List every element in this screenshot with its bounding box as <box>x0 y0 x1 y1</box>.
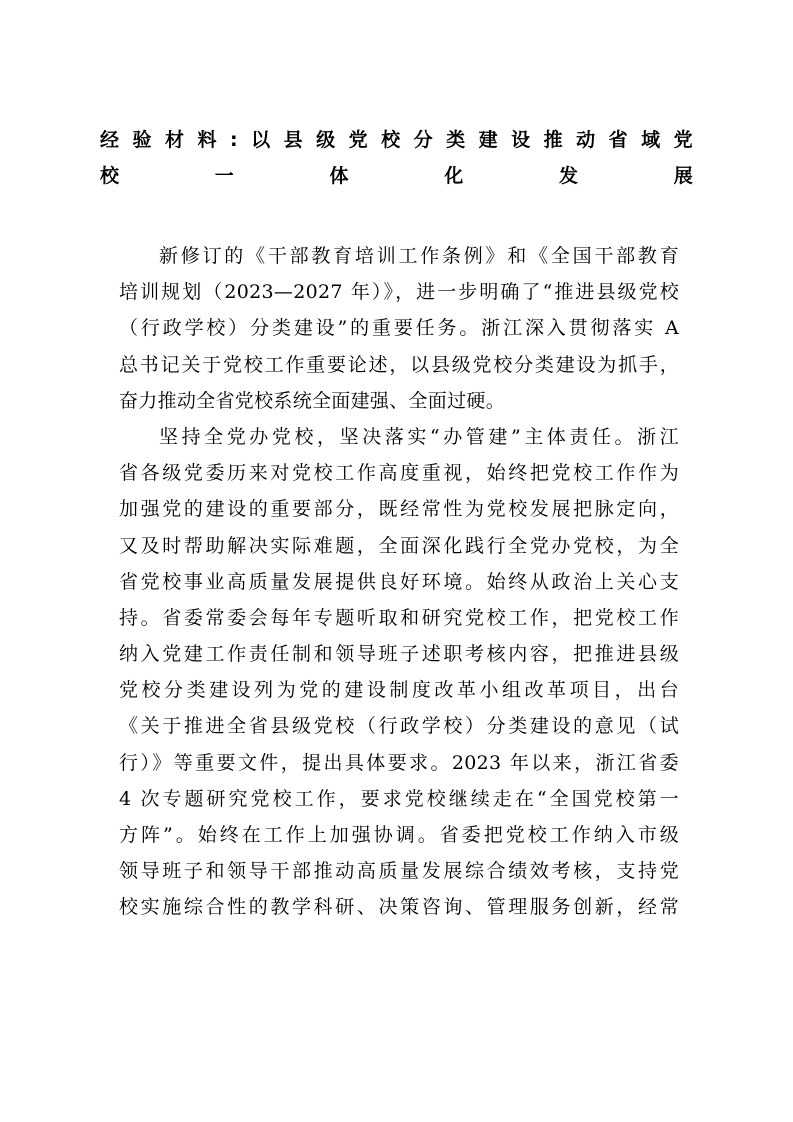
paragraph-1 <box>119 238 679 419</box>
document-title <box>100 122 693 194</box>
text-line: 省党校事业高质量发展提供良好环境。始终从政治上关心支 <box>119 570 679 593</box>
text-line: 领导班子和领导干部推动高质量发展综合绩效考核，支持党 <box>119 860 679 883</box>
text-line: 省各级党委历来对党校工作高度重视，始终把党校工作作为 <box>119 462 679 485</box>
paragraph-2 <box>119 419 679 926</box>
text-line: 培训规划（2023—2027 年）》，进一步明确了“推进县级党校 <box>119 281 679 304</box>
text-line: 校实施综合性的教学科研、决策咨询、管理服务创新，经常 <box>119 896 679 919</box>
document-body <box>119 238 679 926</box>
title-line: 经验材料:以县级党校分类建设推动省域党 <box>100 129 693 151</box>
text-line: 4 次专题研究党校工作，要求党校继续走在“全国党校第一 <box>119 787 679 810</box>
text-line: 新修订的《干部教育培训工作条例》和《全国干部教育 <box>159 245 679 267</box>
text-line: 党校分类建设列为党的建设制度改革小组改革项目，出台 <box>119 679 679 702</box>
text-line: （行政学校）分类建设”的重要任务。浙江深入贯彻落实 A <box>119 317 679 340</box>
title-line: 校一体化发展 <box>100 165 693 188</box>
text-line: 持。省委常委会每年专题听取和研究党校工作，把党校工作 <box>119 606 679 629</box>
text-line: 方阵”。始终在工作上加强协调。省委把党校工作纳入市级 <box>119 824 679 846</box>
text-line: 总书记关于党校工作重要论述，以县级党校分类建设为抓手， <box>119 353 679 376</box>
text-line: 《关于推进全省县级党校（行政学校）分类建设的意见（试 <box>119 715 679 738</box>
text-line: 奋力推动全省党校系统全面建强、全面过硬。 <box>119 389 506 412</box>
text-line: 纳入党建工作责任制和领导班子述职考核内容，把推进县级 <box>119 643 679 666</box>
text-line: 又及时帮助解决实际难题，全面深化践行全党办党校，为全 <box>119 534 679 557</box>
text-line: 加强党的建设的重要部分，既经常性为党校发展把脉定向， <box>119 498 679 521</box>
text-line: 坚持全党办党校，坚决落实“办管建”主体责任。浙江 <box>159 425 679 448</box>
text-line: 行）》等重要文件，提出具体要求。2023 年以来，浙江省委 <box>119 751 679 774</box>
